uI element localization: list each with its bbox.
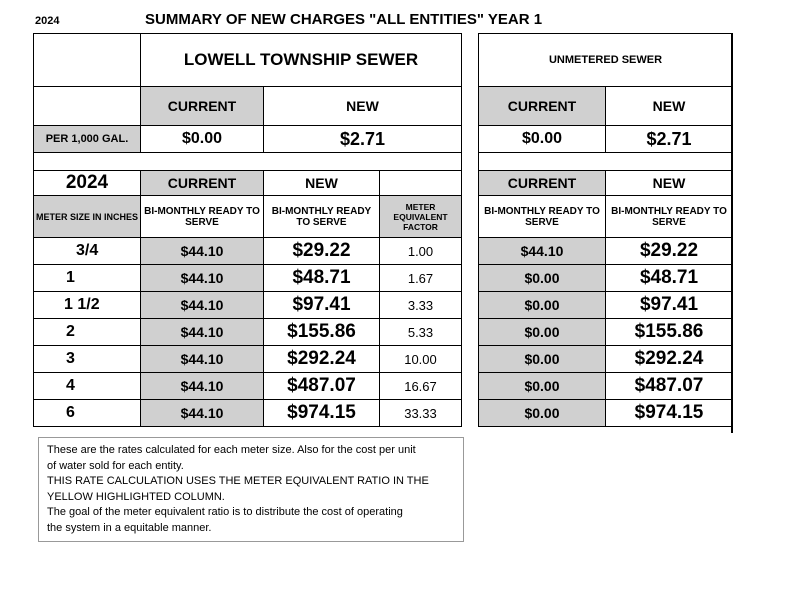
year-label: 2024: [34, 171, 141, 196]
table-row: [479, 238, 733, 265]
current-rate-cell: $0.00: [479, 346, 606, 373]
table-row: [34, 265, 462, 292]
table-row: [479, 265, 733, 292]
header-year: 2024: [35, 15, 60, 27]
current-header: CURRENT: [141, 87, 264, 126]
blank-cell: [34, 87, 141, 126]
current-rate-cell: $0.00: [479, 265, 606, 292]
new-rate-cell: $97.41: [264, 292, 380, 319]
per-gal-current: $0.00: [141, 126, 264, 153]
new-header-2: NEW: [264, 171, 380, 196]
table-row: [34, 319, 462, 346]
current-rate-cell: $44.10: [141, 346, 264, 373]
new-rate-cell: $97.41: [606, 292, 733, 319]
blank-cell: [34, 34, 141, 87]
table-row: [479, 319, 733, 346]
per-gal-current: $0.00: [479, 126, 606, 153]
new-rate-cell: $29.22: [264, 238, 380, 265]
new-rate-cell: $292.24: [606, 346, 733, 373]
current-rate-cell: $44.10: [141, 319, 264, 346]
table-row: [34, 238, 462, 265]
meter-factor-cell: 1.67: [380, 265, 462, 292]
new-rate-cell: $48.71: [264, 265, 380, 292]
new-header: NEW: [264, 87, 462, 126]
per-gal-new: $2.71: [264, 126, 462, 153]
page-edge-line: [731, 33, 733, 433]
per-gal-label: PER 1,000 GAL.: [34, 126, 141, 153]
current-rate-cell: $0.00: [479, 400, 606, 427]
table-row: [34, 373, 462, 400]
meter-factor-cell: 10.00: [380, 346, 462, 373]
meter-factor-cell: 1.00: [380, 238, 462, 265]
table-row: [34, 292, 462, 319]
table-row: [479, 373, 733, 400]
ready-to-serve-new-header: BI-MONTHLY READY TO SERVE: [264, 196, 380, 238]
current-rate-cell: $44.10: [479, 238, 606, 265]
note-line: The goal of the meter equivalent ratio is to distribute the cost of operating: [47, 506, 403, 519]
meter-size-cell: 3/4: [34, 238, 141, 265]
meter-size-cell: 2: [34, 319, 141, 346]
new-rate-cell: $487.07: [606, 373, 733, 400]
new-rate-cell: $974.15: [264, 400, 380, 427]
note-line: the system in a equitable manner.: [47, 521, 212, 534]
note-line: of water sold for each entity.: [47, 459, 184, 472]
ready-to-serve-new-header: BI-MONTHLY READY TO SERVE: [606, 196, 733, 238]
meter-size-cell: 4: [34, 373, 141, 400]
table-row: [34, 400, 462, 427]
table-row: [479, 292, 733, 319]
current-rate-cell: $0.00: [479, 319, 606, 346]
current-rate-cell: $44.10: [141, 400, 264, 427]
new-rate-cell: $155.86: [264, 319, 380, 346]
meter-factor-header: METER EQUIVALENT FACTOR: [380, 196, 462, 238]
new-rate-cell: $292.24: [264, 346, 380, 373]
meter-size-cell: 1 1/2: [34, 292, 141, 319]
per-gal-new: $2.71: [606, 126, 733, 153]
table-row: [479, 400, 733, 427]
spacer-row: [479, 153, 733, 171]
meter-size-header: METER SIZE IN INCHES: [34, 196, 141, 238]
ready-to-serve-current-header: BI-MONTHLY READY TO SERVE: [479, 196, 606, 238]
current-header-2: CURRENT: [141, 171, 264, 196]
current-rate-cell: $44.10: [141, 265, 264, 292]
note-line: YELLOW HIGHLIGHTED COLUMN.: [47, 490, 225, 503]
blank-cell: [380, 171, 462, 196]
unmetered-sewer-table: [478, 33, 733, 427]
new-rate-cell: $29.22: [606, 238, 733, 265]
meter-factor-cell: 3.33: [380, 292, 462, 319]
note-line: THIS RATE CALCULATION USES THE METER EQUIVALENT RATIO IN THE: [47, 475, 429, 488]
table-row: [34, 346, 462, 373]
current-rate-cell: $44.10: [141, 373, 264, 400]
new-header-2: NEW: [606, 171, 733, 196]
meter-size-cell: 3: [34, 346, 141, 373]
new-rate-cell: $487.07: [264, 373, 380, 400]
note-line: These are the rates calculated for each meter size. Also for the cost per unit: [47, 444, 416, 456]
current-rate-cell: $44.10: [141, 238, 264, 265]
new-rate-cell: $48.71: [606, 265, 733, 292]
lowell-township-sewer-table: [33, 33, 462, 427]
new-rate-cell: $155.86: [606, 319, 733, 346]
meter-factor-cell: 5.33: [380, 319, 462, 346]
current-rate-cell: $0.00: [479, 373, 606, 400]
current-header: CURRENT: [479, 87, 606, 126]
current-rate-cell: $0.00: [479, 292, 606, 319]
spacer-row: [34, 153, 462, 171]
entity-name: UNMETERED SEWER: [479, 34, 733, 87]
new-rate-cell: $974.15: [606, 400, 733, 427]
current-rate-cell: $44.10: [141, 292, 264, 319]
ready-to-serve-current-header: BI-MONTHLY READY TO SERVE: [141, 196, 264, 238]
meter-size-cell: 1: [34, 265, 141, 292]
meter-factor-cell: 16.67: [380, 373, 462, 400]
table-row: [479, 346, 733, 373]
explanation-note: [38, 437, 464, 542]
meter-size-cell: 6: [34, 400, 141, 427]
current-header-2: CURRENT: [479, 171, 606, 196]
page-title: SUMMARY OF NEW CHARGES "ALL ENTITIES" YEAR 1: [145, 11, 543, 28]
meter-factor-cell: 33.33: [380, 400, 462, 427]
new-header: NEW: [606, 87, 733, 126]
entity-name: LOWELL TOWNSHIP SEWER: [141, 34, 462, 87]
